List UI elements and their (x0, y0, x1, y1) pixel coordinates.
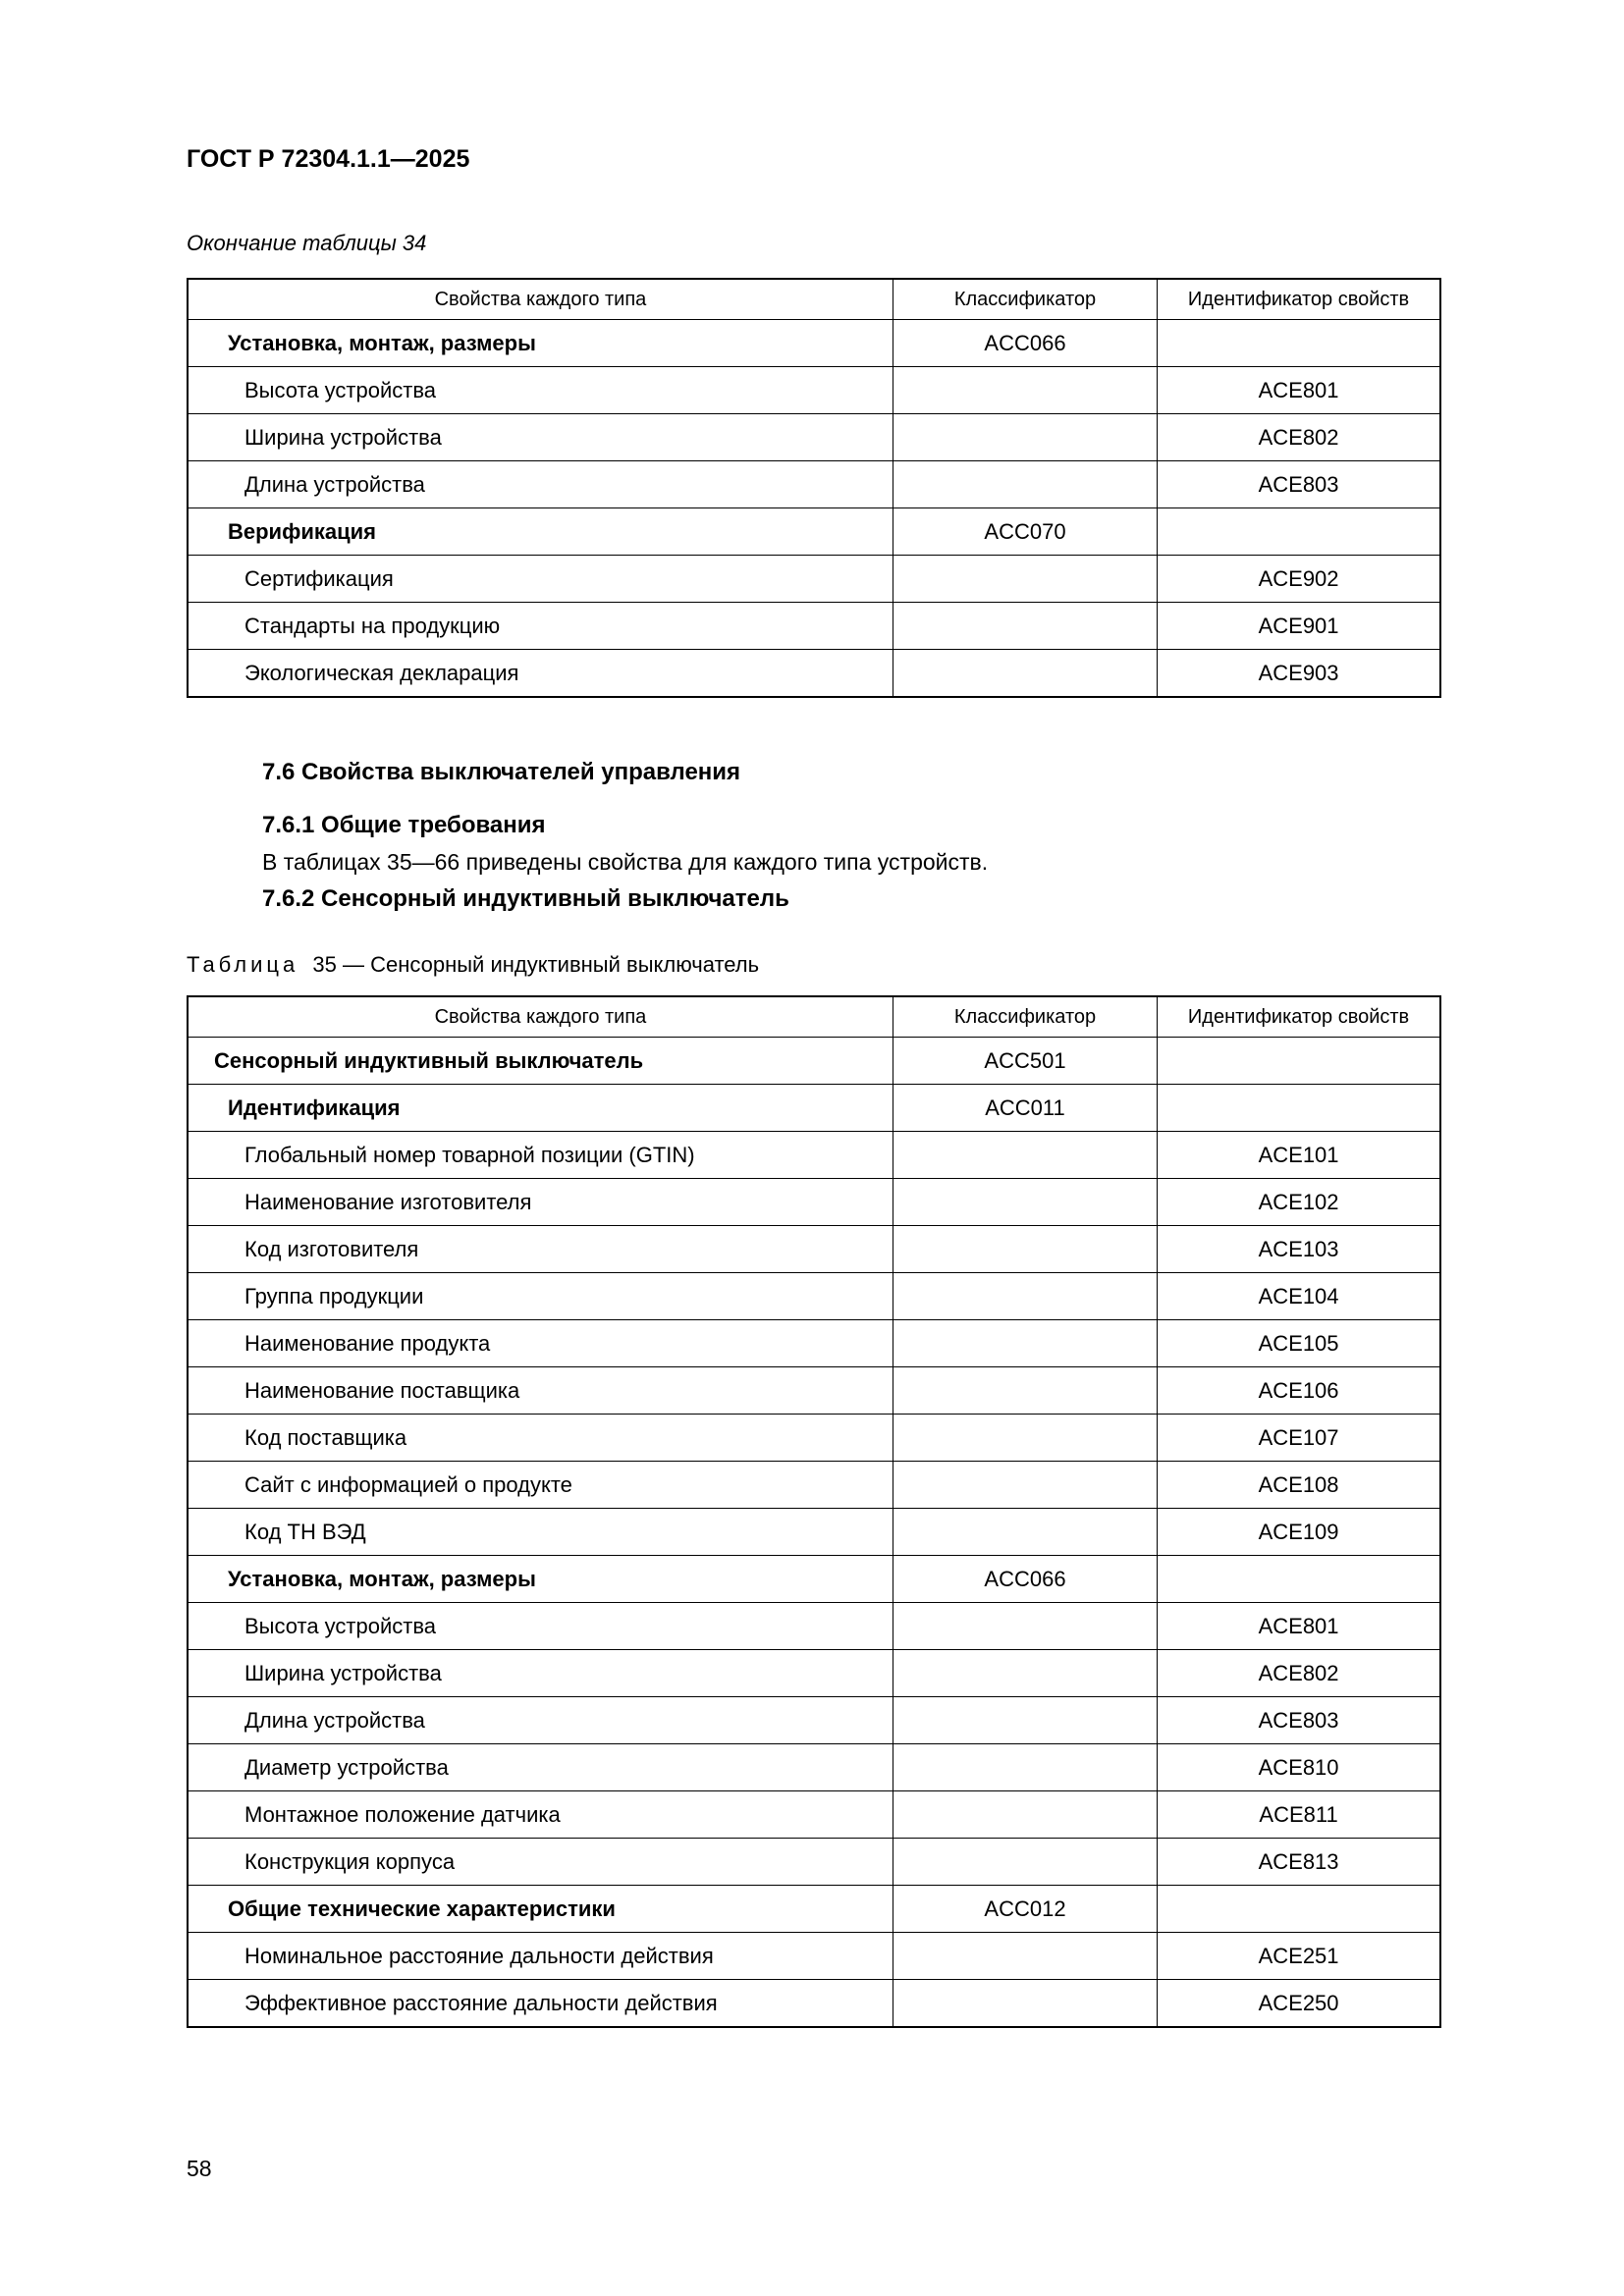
identifier-cell: ACE813 (1158, 1839, 1440, 1886)
column-header-property: Свойства каждого типа (188, 279, 893, 320)
table-row (188, 508, 1440, 556)
property-cell: Код изготовителя (188, 1226, 893, 1273)
table35-header (188, 996, 1440, 1038)
identifier-cell: ACE802 (1158, 414, 1440, 461)
table-row (188, 1320, 1440, 1367)
column-header-identifier: Идентификатор свойств (1158, 996, 1440, 1038)
classifier-cell (893, 461, 1157, 508)
identifier-cell: ACE108 (1158, 1462, 1440, 1509)
table-34 (187, 278, 1441, 698)
identifier-cell: ACE251 (1158, 1933, 1440, 1980)
identifier-cell: ACE107 (1158, 1415, 1440, 1462)
identifier-cell: ACE901 (1158, 603, 1440, 650)
table35-body (188, 1038, 1440, 2028)
classifier-cell (893, 1367, 1157, 1415)
property-cell: Сертификация (188, 556, 893, 603)
table-row (188, 1980, 1440, 2028)
classifier-cell (893, 367, 1157, 414)
property-cell: Диаметр устройства (188, 1744, 893, 1791)
property-cell: Сенсорный индуктивный выключатель (188, 1038, 893, 1085)
property-cell: Номинальное расстояние дальности действия (188, 1933, 893, 1980)
table-row (188, 1367, 1440, 1415)
identifier-cell: ACE104 (1158, 1273, 1440, 1320)
table-row (188, 1933, 1440, 1980)
identifier-cell: ACE802 (1158, 1650, 1440, 1697)
classifier-cell (893, 1509, 1157, 1556)
identifier-cell: ACE250 (1158, 1980, 1440, 2028)
identifier-cell (1158, 1886, 1440, 1933)
identifier-cell: ACE903 (1158, 650, 1440, 698)
property-cell: Длина устройства (188, 1697, 893, 1744)
table-row (188, 1886, 1440, 1933)
table-row (188, 1462, 1440, 1509)
property-cell: Ширина устройства (188, 1650, 893, 1697)
property-cell: Установка, монтаж, размеры (188, 320, 893, 367)
property-cell: Наименование изготовителя (188, 1179, 893, 1226)
property-cell: Код поставщика (188, 1415, 893, 1462)
property-cell: Общие технические характеристики (188, 1886, 893, 1933)
column-header-property: Свойства каждого типа (188, 996, 893, 1038)
table34-body (188, 320, 1440, 698)
table-row (188, 1603, 1440, 1650)
classifier-cell (893, 1603, 1157, 1650)
table-row (188, 1839, 1440, 1886)
table-row (188, 461, 1440, 508)
identifier-cell: ACE105 (1158, 1320, 1440, 1367)
column-header-classifier: Классификатор (893, 279, 1157, 320)
identifier-cell (1158, 1038, 1440, 1085)
table-row (188, 320, 1440, 367)
section-paragraph: В таблицах 35—66 приведены свойства для каждого типа устройств. (262, 849, 989, 875)
property-cell: Ширина устройства (188, 414, 893, 461)
section-heading-7-6-2: 7.6.2 Сенсорный индуктивный выключатель (262, 885, 789, 912)
table35-caption-text: 35 — Сенсорный индуктивный выключатель (312, 952, 760, 977)
identifier-cell: ACE106 (1158, 1367, 1440, 1415)
table-row (188, 603, 1440, 650)
identifier-cell: ACE811 (1158, 1791, 1440, 1839)
identifier-cell: ACE103 (1158, 1226, 1440, 1273)
classifier-cell (893, 1179, 1157, 1226)
classifier-cell (893, 1226, 1157, 1273)
classifier-cell (893, 650, 1157, 698)
classifier-cell: ACC012 (893, 1886, 1157, 1933)
identifier-cell (1158, 320, 1440, 367)
classifier-cell (893, 1415, 1157, 1462)
property-cell: Идентификация (188, 1085, 893, 1132)
classifier-cell (893, 1132, 1157, 1179)
property-cell: Верификация (188, 508, 893, 556)
header-row (188, 996, 1440, 1038)
classifier-cell (893, 1273, 1157, 1320)
property-cell: Группа продукции (188, 1273, 893, 1320)
table35-caption (187, 952, 1441, 978)
classifier-cell (893, 1744, 1157, 1791)
table-row (188, 367, 1440, 414)
identifier-cell: ACE801 (1158, 367, 1440, 414)
property-cell: Стандарты на продукцию (188, 603, 893, 650)
table34-header (188, 279, 1440, 320)
table-row (188, 1791, 1440, 1839)
page-number: 58 (187, 2156, 212, 2181)
table35-caption-word: Таблица (187, 952, 299, 977)
table-row (188, 414, 1440, 461)
identifier-cell (1158, 508, 1440, 556)
classifier-cell (893, 603, 1157, 650)
table-row (188, 1273, 1440, 1320)
property-cell: Сайт с информацией о продукте (188, 1462, 893, 1509)
table-row (188, 556, 1440, 603)
column-header-identifier: Идентификатор свойств (1158, 279, 1440, 320)
identifier-cell: ACE101 (1158, 1132, 1440, 1179)
property-cell: Наименование продукта (188, 1320, 893, 1367)
property-cell: Конструкция корпуса (188, 1839, 893, 1886)
column-header-classifier: Классификатор (893, 996, 1157, 1038)
identifier-cell (1158, 1556, 1440, 1603)
identifier-cell: ACE803 (1158, 461, 1440, 508)
identifier-cell: ACE902 (1158, 556, 1440, 603)
classifier-cell (893, 1839, 1157, 1886)
header-row (188, 279, 1440, 320)
table-row (188, 1650, 1440, 1697)
property-cell: Установка, монтаж, размеры (188, 1556, 893, 1603)
table-row (188, 1132, 1440, 1179)
table-row (188, 1697, 1440, 1744)
table-row (188, 1085, 1440, 1132)
property-cell: Монтажное положение датчика (188, 1791, 893, 1839)
identifier-cell: ACE109 (1158, 1509, 1440, 1556)
classifier-cell (893, 1462, 1157, 1509)
property-cell: Код ТН ВЭД (188, 1509, 893, 1556)
classifier-cell (893, 1933, 1157, 1980)
classifier-cell (893, 414, 1157, 461)
classifier-cell (893, 1980, 1157, 2028)
classifier-cell (893, 1791, 1157, 1839)
table-row (188, 1509, 1440, 1556)
classifier-cell: ACC066 (893, 1556, 1157, 1603)
property-cell: Длина устройства (188, 461, 893, 508)
page-content (187, 145, 1441, 2028)
identifier-cell: ACE803 (1158, 1697, 1440, 1744)
table-row (188, 1556, 1440, 1603)
table-row (188, 1415, 1440, 1462)
document-code: ГОСТ Р 72304.1.1—2025 (187, 145, 470, 173)
property-cell: Экологическая декларация (188, 650, 893, 698)
identifier-cell: ACE801 (1158, 1603, 1440, 1650)
table-row (188, 1226, 1440, 1273)
property-cell: Высота устройства (188, 1603, 893, 1650)
table-row (188, 650, 1440, 698)
identifier-cell: ACE810 (1158, 1744, 1440, 1791)
classifier-cell (893, 1320, 1157, 1367)
table-35 (187, 995, 1441, 2028)
section-heading-7-6-1: 7.6.1 Общие требования (262, 812, 546, 838)
table-row (188, 1179, 1440, 1226)
property-cell: Эффективное расстояние дальности действия (188, 1980, 893, 2028)
property-cell: Высота устройства (188, 367, 893, 414)
table-row (188, 1038, 1440, 1085)
classifier-cell (893, 556, 1157, 603)
classifier-cell: ACC011 (893, 1085, 1157, 1132)
classifier-cell: ACC066 (893, 320, 1157, 367)
classifier-cell: ACC501 (893, 1038, 1157, 1085)
section-heading-7-6: 7.6 Свойства выключателей управления (262, 759, 741, 785)
table-row (188, 1744, 1440, 1791)
identifier-cell: ACE102 (1158, 1179, 1440, 1226)
classifier-cell: ACC070 (893, 508, 1157, 556)
classifier-cell (893, 1650, 1157, 1697)
property-cell: Наименование поставщика (188, 1367, 893, 1415)
property-cell: Глобальный номер товарной позиции (GTIN) (188, 1132, 893, 1179)
table34-continuation-caption: Окончание таблицы 34 (187, 231, 427, 255)
classifier-cell (893, 1697, 1157, 1744)
identifier-cell (1158, 1085, 1440, 1132)
